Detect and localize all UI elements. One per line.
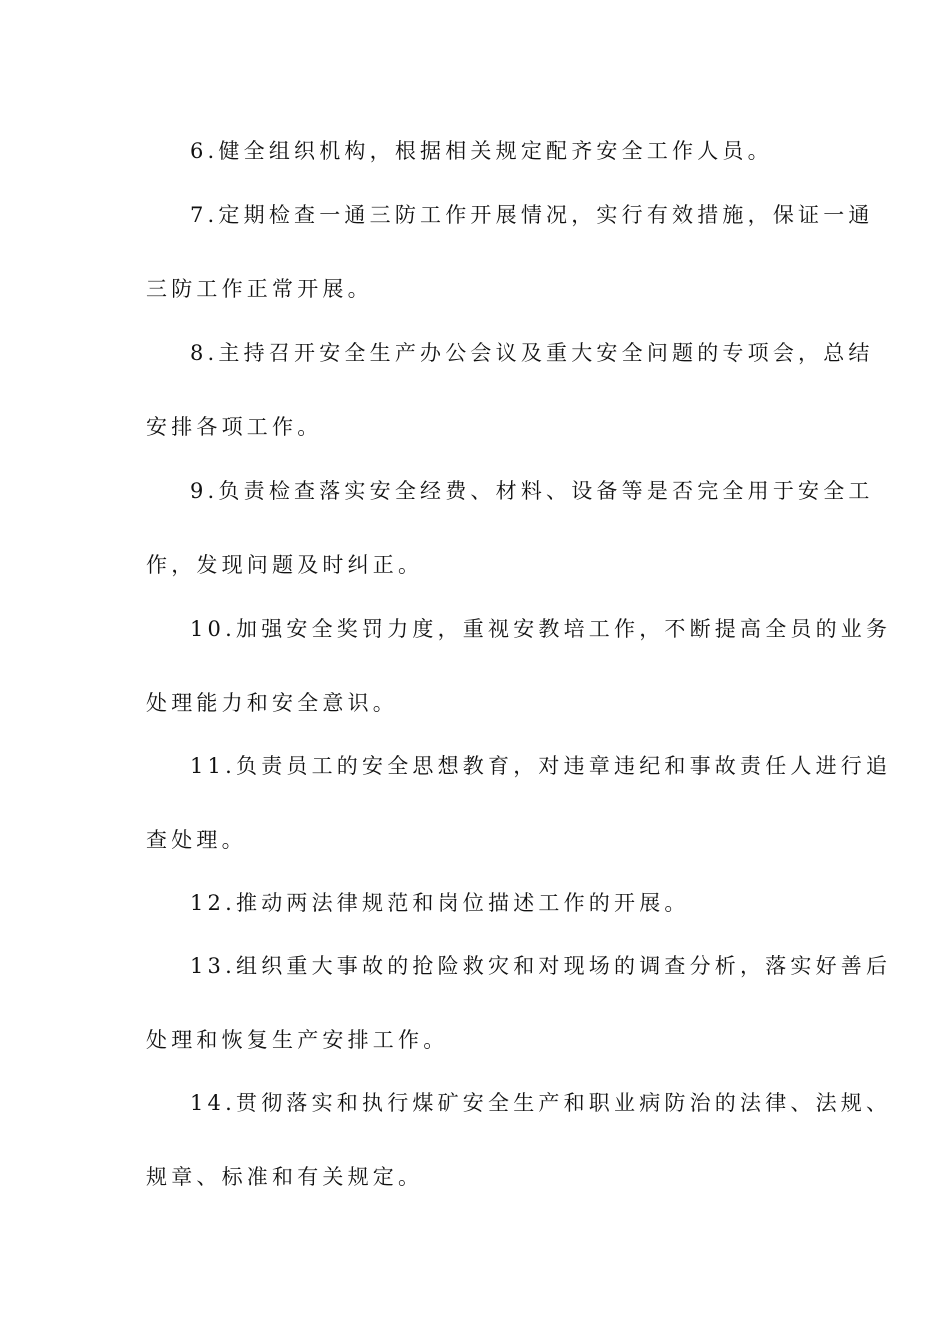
item-7-line-2: 三防工作正常开展。 [146,277,373,301]
item-12-line-1: 12.推动两法律规范和岗位描述工作的开展。 [190,891,690,915]
item-13-line-2: 处理和恢复生产安排工作。 [146,1028,449,1052]
item-9-line-1: 9.负责检查落实安全经费、材料、设备等是否完全用于安全工 [190,479,874,503]
item-14-line-2: 规章、标准和有关规定。 [146,1165,424,1189]
item-13-line-1: 13.组织重大事故的抢险救灾和对现场的调查分析，落实好善后 [190,954,892,978]
item-8-line-2: 安排各项工作。 [146,415,323,439]
item-6-line-1: 6.健全组织机构，根据相关规定配齐安全工作人员。 [190,139,773,163]
item-11-line-2: 查处理。 [146,828,247,852]
item-8-line-1: 8.主持召开安全生产办公会议及重大安全问题的专项会，总结 [190,341,874,365]
item-11-line-1: 11.负责员工的安全思想教育，对违章违纪和事故责任人进行追 [190,754,892,778]
item-9-line-2: 作，发现问题及时纠正。 [146,553,424,577]
item-14-line-1: 14.贯彻落实和执行煤矿安全生产和职业病防治的法律、法规、 [190,1091,892,1115]
item-7-line-1: 7.定期检查一通三防工作开展情况，实行有效措施，保证一通 [190,203,874,227]
item-10-line-2: 处理能力和安全意识。 [146,691,398,715]
item-10-line-1: 10.加强安全奖罚力度，重视安教培工作，不断提高全员的业务 [190,617,892,641]
